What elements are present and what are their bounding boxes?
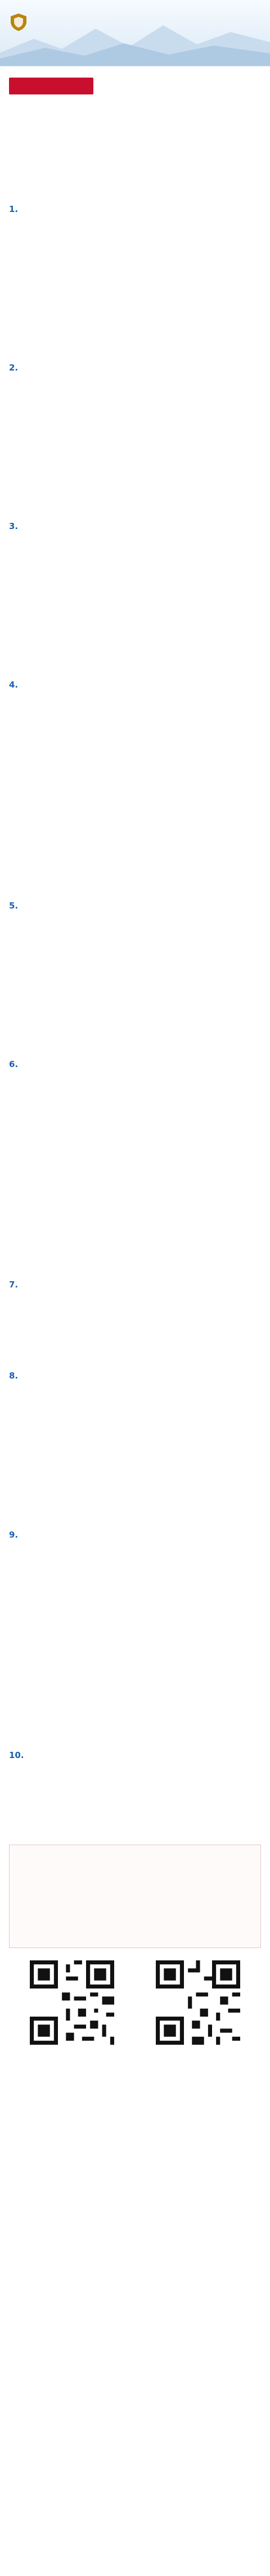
mountain-illustration [0, 0, 270, 66]
answer-text [9, 538, 261, 667]
question-heading [9, 1057, 261, 1072]
question-text [21, 202, 261, 214]
question-number: 6. [9, 1059, 19, 1069]
answer-text [9, 697, 261, 888]
answer-text [9, 221, 261, 350]
qr-code-row [9, 1960, 261, 2063]
question-heading [9, 1368, 261, 1383]
question-number: 10. [9, 1750, 24, 1760]
header-slogan [34, 13, 146, 30]
qa-item [9, 360, 261, 509]
qa-item [9, 1057, 261, 1267]
shield-icon [9, 12, 28, 31]
qr-caption [142, 2049, 254, 2063]
question-number: 2. [9, 362, 19, 373]
question-text [21, 898, 261, 911]
question-text [21, 1057, 261, 1069]
question-number: 9. [9, 1529, 19, 1540]
qr-code-icon[interactable] [156, 1960, 240, 2045]
qa-item [9, 519, 261, 667]
question-number: 5. [9, 900, 19, 911]
question-number: 8. [9, 1371, 19, 1381]
disclaimer-body [17, 1872, 253, 1940]
article-body [0, 107, 270, 1829]
answer-text [9, 1296, 261, 1358]
header-banner [0, 0, 270, 66]
qa-item [9, 1748, 261, 1829]
section-title [9, 78, 93, 94]
question-heading [9, 202, 261, 216]
question-number: 4. [9, 680, 19, 690]
answer-text [9, 1076, 261, 1267]
answer-text [9, 1547, 261, 1738]
question-heading [9, 519, 261, 534]
question-number: 3. [9, 521, 19, 531]
answer-text [9, 379, 261, 509]
question-number: 1. [9, 204, 19, 214]
qa-item [9, 898, 261, 1047]
qr-caption [16, 2049, 128, 2063]
question-number: 7. [9, 1280, 19, 1290]
qr-card [142, 1960, 254, 2063]
question-text [21, 1527, 261, 1540]
question-text [21, 1277, 261, 1290]
question-heading [9, 360, 261, 375]
answer-text [9, 1767, 261, 1829]
brand-logo [9, 12, 146, 31]
qa-item [9, 1527, 261, 1738]
question-text [21, 1368, 261, 1381]
question-heading [9, 898, 261, 913]
qr-card [16, 1960, 128, 2063]
question-text [28, 1748, 261, 1760]
qa-item [9, 677, 261, 888]
qa-item [9, 1277, 261, 1358]
qa-item [9, 1368, 261, 1517]
answer-text [9, 1388, 261, 1517]
question-text [21, 677, 261, 690]
qa-item [9, 202, 261, 350]
disclaimer-box [9, 1845, 261, 1948]
question-heading [9, 1748, 261, 1762]
question-heading [9, 1277, 261, 1292]
answer-text [9, 918, 261, 1047]
question-text [21, 360, 261, 373]
question-text [21, 519, 261, 531]
question-heading [9, 677, 261, 692]
intro-paragraph [9, 107, 261, 192]
qr-code-icon[interactable] [30, 1960, 114, 2045]
disclaimer-title [17, 1853, 253, 1868]
question-heading [9, 1527, 261, 1542]
